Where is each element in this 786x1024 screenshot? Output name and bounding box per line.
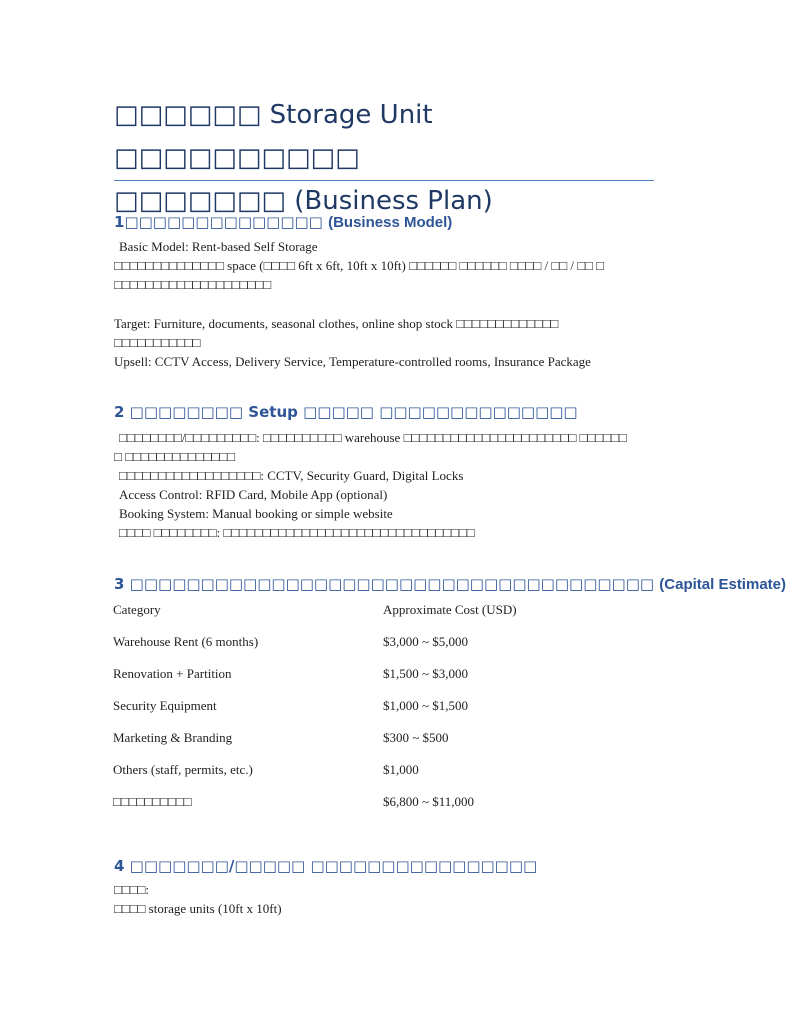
table-header-category: Category xyxy=(113,602,161,617)
section-2-heading-native2: □□□□□ □□□□□□□□□□□□□□ xyxy=(303,403,578,421)
table-cell-cost: $6,800 ~ $11,000 xyxy=(383,794,475,809)
section-3-heading-en: (Capital Estimate) xyxy=(659,576,786,593)
section-1-heading-native: □□□□□□□□□□□□□□ xyxy=(124,213,323,231)
s1-line2: □□□□□□□□□□□□□□ space (□□□□ 6ft x 6ft, 10ft x 10ft) □□□□□□ □□□□□□ □□□□ / □□ / □□ □ xyxy=(114,258,604,273)
s2-last: □□□□ □□□□□□□□: □□□□□□□□□□□□□□□□□□□□□□□□□□□□□□□□ xyxy=(119,525,475,540)
title-underline xyxy=(114,180,654,181)
s1-upsell: Upsell: CCTV Access, Delivery Service, Temperature-controlled rooms, Insurance Package xyxy=(114,354,591,369)
s2-line1-cont: □ □□□□□□□□□□□□□□ xyxy=(114,449,236,464)
section-1-number: 1 xyxy=(114,213,125,231)
table-cell-cost: $300 ~ $500 xyxy=(383,730,449,745)
s4-line1: □□□□: xyxy=(114,882,150,897)
section-3-number: 3 xyxy=(114,575,125,593)
s4-line2: □□□□ storage units (10ft x 10ft) xyxy=(114,901,282,916)
section-4-number: 4 xyxy=(114,857,125,875)
section-2-heading-setup: Setup xyxy=(248,403,298,421)
table-cell-category: Marketing & Branding xyxy=(113,730,233,745)
table-cell-cost: $1,000 xyxy=(383,762,419,777)
table-cell-cost: $3,000 ~ $5,000 xyxy=(383,634,469,649)
document-title xyxy=(114,94,659,223)
table-cell-category: Warehouse Rent (6 months) xyxy=(113,634,259,649)
section-1-heading xyxy=(114,213,452,231)
section-2-heading xyxy=(114,403,578,421)
title-line2-native: □□□□□□□ xyxy=(114,186,286,216)
s1-target: Target: Furniture, documents, seasonal clothes, online shop stock □□□□□□□□□□□□□ xyxy=(114,316,559,331)
section-2-number: 2 xyxy=(114,403,125,421)
section-3-heading xyxy=(114,575,786,593)
title-line2-en: (Business Plan) xyxy=(294,186,493,216)
section-3-heading-native: □□□□□□□□□□□□□□□□□□□□□□□□□□□□□□□□□□□□□ xyxy=(129,575,655,593)
table-cell-category: Renovation + Partition xyxy=(113,666,232,681)
s2-booking: Booking System: Manual booking or simple website xyxy=(119,506,393,521)
s2-line1: □□□□□□□□/□□□□□□□□□: □□□□□□□□□□ warehouse □□□□□□□□□□□□□□□□□□□□□□ □□□□□□ xyxy=(119,430,627,445)
title-line1-native: □□□□□□ xyxy=(114,100,262,130)
title-line1-native2: □□□□□□□□□□ xyxy=(114,143,360,173)
s1-basic-model: Basic Model: Rent-based Self Storage xyxy=(119,239,318,254)
table-cell-cost: $1,500 ~ $3,000 xyxy=(383,666,469,681)
s2-security: □□□□□□□□□□□□□□□□□□: CCTV, Security Guard, Digital Locks xyxy=(119,468,464,483)
title-line1-en: Storage Unit xyxy=(269,100,433,130)
section-2-heading-native: □□□□□□□□ xyxy=(129,403,244,421)
section-4-heading-native: □□□□□□□/□□□□□ □□□□□□□□□□□□□□□□ xyxy=(129,857,538,875)
section-1-heading-en: (Business Model) xyxy=(328,214,453,231)
section-4-heading xyxy=(114,857,537,875)
s2-access: Access Control: RFID Card, Mobile App (optional) xyxy=(119,487,388,502)
s1-line3: □□□□□□□□□□□□□□□□□□□□ xyxy=(114,277,272,292)
table-header-cost: Approximate Cost (USD) xyxy=(383,602,517,617)
table-cell-category: □□□□□□□□□□ xyxy=(113,794,192,809)
table-cell-cost: $1,000 ~ $1,500 xyxy=(383,698,469,713)
s1-target-cont: □□□□□□□□□□□ xyxy=(114,335,201,350)
table-cell-category: Others (staff, permits, etc.) xyxy=(113,762,253,777)
table-cell-category: Security Equipment xyxy=(113,698,217,713)
